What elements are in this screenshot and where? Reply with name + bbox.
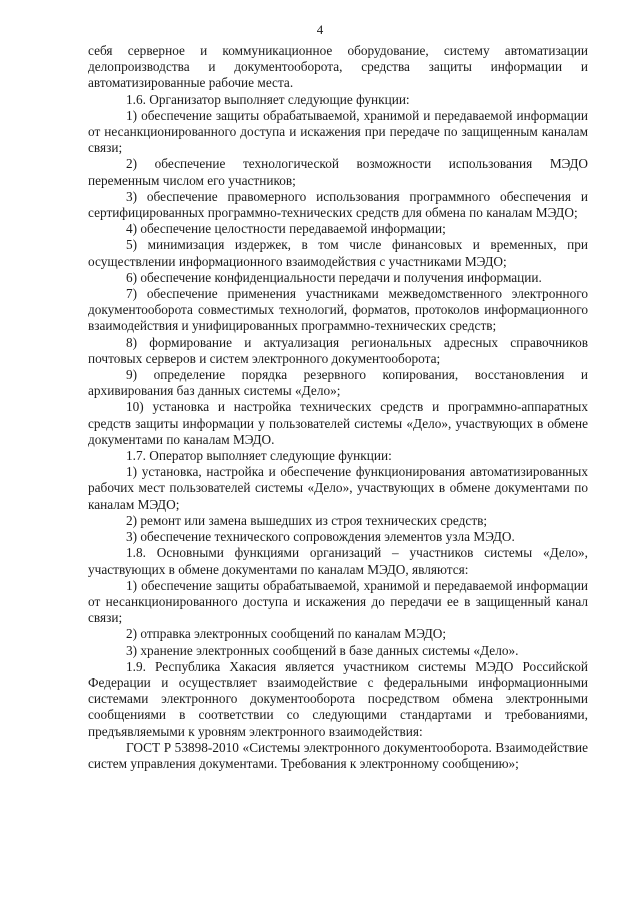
paragraph: 6) обеспечение конфиденциальности передачи и получения информации. [126,269,542,285]
paragraph: 3) хранение электронных сообщений в базе данных системы «Дело». [126,642,519,658]
paragraph: 2) отправка электронных сообщений по каналам МЭДО; [126,626,447,642]
paragraph: 9) определение порядка резервного копирования, восстановления и архивирования баз данных системы «Дело»; [88,367,588,399]
paragraph: 1.8. Основными функциями организаций – участников системы «Дело», участвующих в обмене документами по каналам МЭДО, являются: [88,545,588,577]
paragraph: 1) установка, настройка и обеспечение функционирования автоматизированных рабочих мест пользователей системы «Дело», участвующих в обмене документами по каналам МЭДО; [88,464,588,512]
paragraph: 1.9. Республика Хакасия является участником системы МЭДО Российской Федерации и осуществляет взаимодействие с федеральными информационными системами электронного документооборота посредством обмена электронными сообщениями в соответствии со следующими стандартами и требованиями, предъявляемыми к уровням электронного взаимодействия: [88,658,588,739]
paragraph: 2) обеспечение технологической возможности использования МЭДО переменным числом его участников; [88,156,588,188]
paragraph: 7) обеспечение применения участниками межведомственного электронного документооборота совместимых технологий, форматов, протоколов информационного взаимодействия и унифицированных программно-технических средств; [88,286,588,334]
paragraph: 8) формирование и актуализация региональных адресных справочников почтовых серверов и систем электронного документооборота; [88,334,588,366]
paragraph: 3) обеспечение правомерного использования программного обеспечения и сертифицированных программно-технических средств для обмена по каналам МЭДО; [88,188,588,221]
paragraph: 1.6. Организатор выполняет следующие функции: [126,91,410,107]
paragraph: 2) ремонт или замена вышедших из строя технических средств; [126,512,488,528]
paragraph: 10) установка и настройка технических средств и программно-аппаратных средств защиты информации у пользователей системы «Дело», участвующих в обмене документами по каналам МЭДО. [88,399,588,447]
paragraph: 1) обеспечение защиты обрабатываемой, хранимой и передаваемой информации от несанкционированного доступа и искажения до передачи ее в защищенный канал связи; [88,577,588,626]
paragraph: 4) обеспечение целостности передаваемой информации; [126,221,446,237]
paragraph: ГОСТ Р 53898-2010 «Системы электронного документооборота. Взаимодействие систем управления документами. Требования к электронному сообщению»; [88,739,588,771]
paragraph: 3) обеспечение технического сопровождения элементов узла МЭДО. [126,529,515,545]
document-body [88,43,588,772]
paragraph: 5) минимизация издержек, в том числе финансовых и временных, при осуществлении информационного взаимодействия с участниками МЭДО; [88,237,588,269]
paragraph: 1.7. Оператор выполняет следующие функции: [126,448,392,464]
paragraph: себя серверное и коммуникационное оборудование, систему автоматизации делопроизводства и документооборота, средства защиты информации и автоматизированные рабочие места. [88,43,588,91]
page-number: 4 [316,22,324,37]
paragraph: 1) обеспечение защиты обрабатываемой, хранимой и передаваемой информации от несанкционированного доступа и искажения при передаче по защищенным каналам связи; [88,107,588,156]
